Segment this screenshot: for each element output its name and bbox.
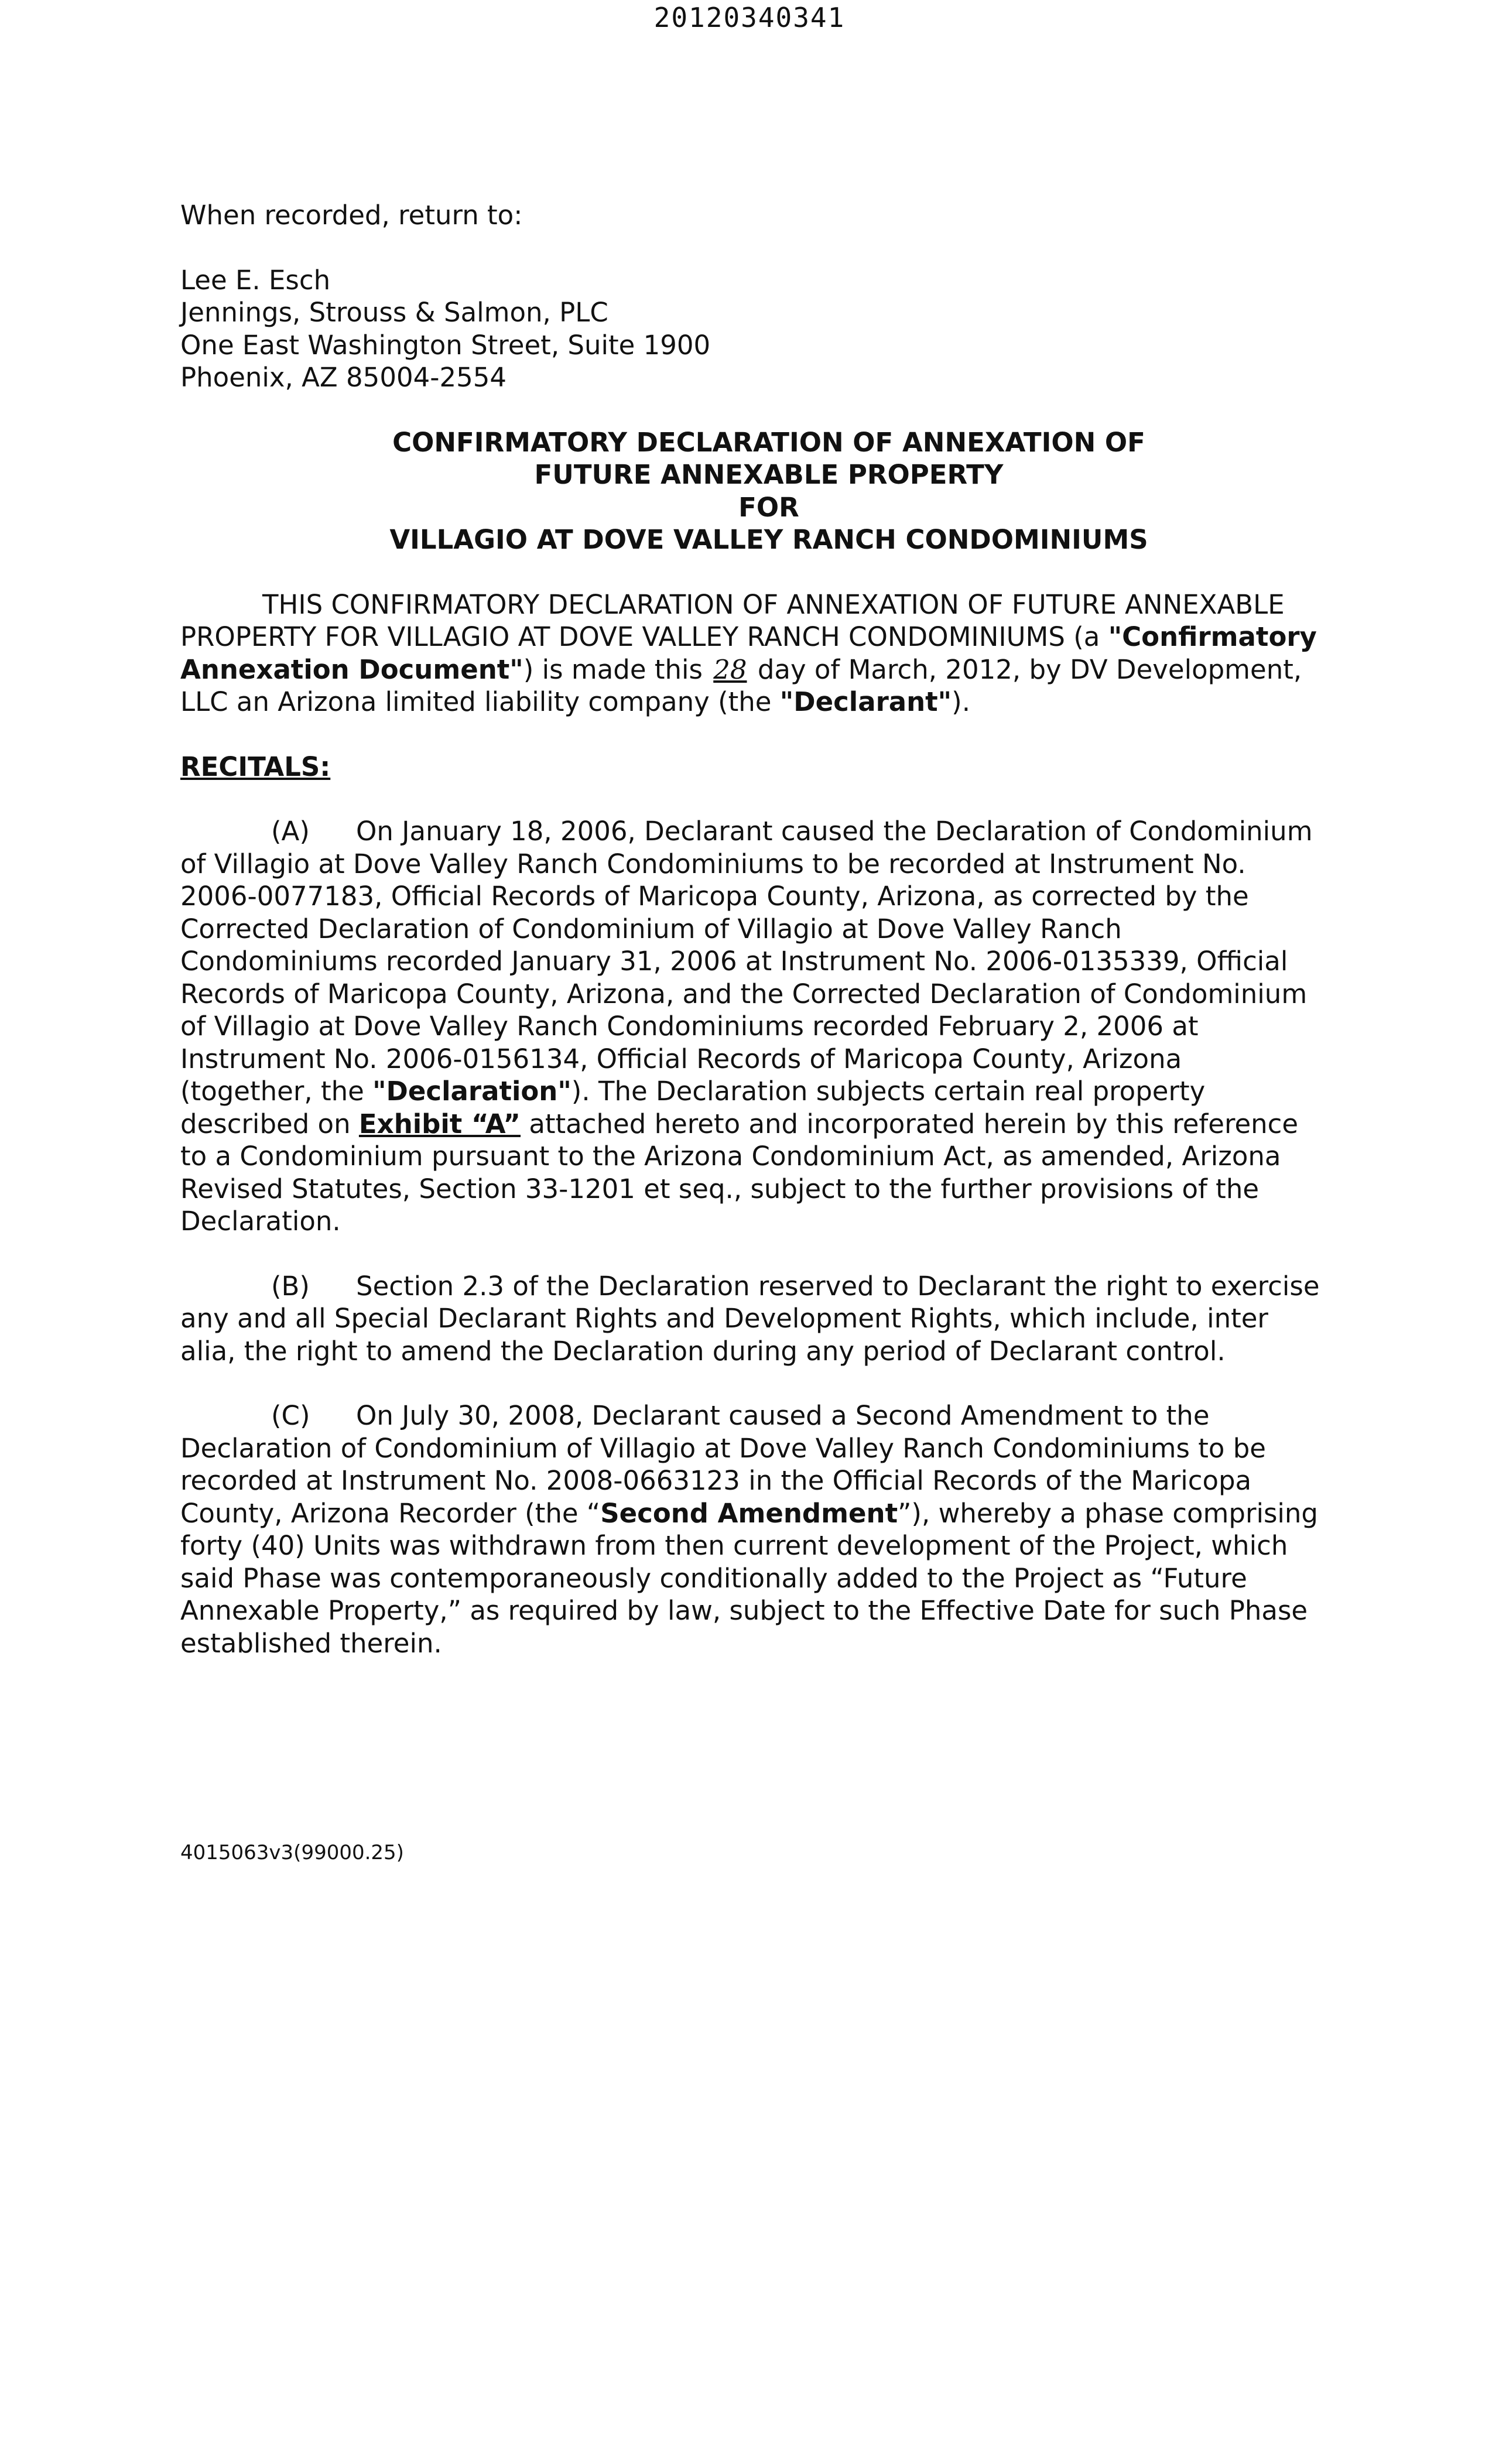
title-line-2: FUTURE ANNEXABLE PROPERTY bbox=[534, 459, 1004, 490]
handwritten-day: 28 bbox=[713, 653, 747, 685]
title-line-4: VILLAGIO AT DOVE VALLEY RANCH CONDOMINIUMS bbox=[389, 524, 1148, 555]
document-body bbox=[180, 199, 1322, 1659]
recital-b-text: Section 2.3 of the Declaration reserved to Declarant the right to exercise any and all Special Declarant Rights and Development Rights, which include, inter alia, the right to amend the Declaration during any period of Declarant control. bbox=[180, 1270, 1320, 1367]
address-street: One East Washington Street, Suite 1900 bbox=[180, 329, 711, 361]
address-firm: Jennings, Strouss & Salmon, PLC bbox=[180, 297, 608, 328]
recital-b-letter: (B) bbox=[271, 1270, 310, 1302]
recital-a-letter: (A) bbox=[271, 816, 310, 847]
defined-term-second-amendment: Second Amendment bbox=[600, 1497, 898, 1529]
recital-a-text-3: attached hereto and incorporated herein by this reference to a Condominium pursuant to the Arizona Condominium Act, as amended, Arizona Revised Statutes, Section 33-1201 et seq., subject to the further provisions of the Declaration. bbox=[180, 1108, 1299, 1237]
return-address bbox=[180, 264, 1322, 394]
recording-number: 20120340341 bbox=[653, 2, 846, 33]
address-name: Lee E. Esch bbox=[180, 264, 331, 296]
recital-c-text-2: ”), whereby a phase comprising forty (40) Units was withdrawn from then current development of the Project, which said Phase was contemporaneously conditionally added to the Project as “Future Annexable Property,” as required by law, subject to the Effective Date for such Phase established therein. bbox=[180, 1497, 1318, 1659]
recital-a-text-1: On January 18, 2006, Declarant caused the Declaration of Condominium of Villagio at Dove Valley Ranch Condominiums to be recorded at Instrument No. 2006-0077183, Official Records of Maricopa County, Arizona, as corrected by the Corrected Declaration of Condominium of Villagio at Dove Valley Ranch Condominiums recorded January 31, 2006 at Instrument No. 2006-0135339, Official Records of Maricopa County, Arizona, and the Corrected Declaration of Condominium of Villagio at Dove Valley Ranch Condominiums recorded February 2, 2006 at Instrument No. 2006-0156134, Official Records of Maricopa County, Arizona (together, the bbox=[180, 816, 1313, 1107]
title-line-1: CONFIRMATORY DECLARATION OF ANNEXATION OF bbox=[392, 426, 1145, 458]
recital-c bbox=[180, 1399, 1322, 1659]
recital-c-letter: (C) bbox=[271, 1400, 310, 1431]
document-code: 4015063v3(99000.25) bbox=[180, 1841, 404, 1864]
recital-a bbox=[180, 815, 1322, 1238]
defined-term-confirmatory: "Confirmatory Annexation Document" bbox=[180, 621, 1317, 685]
recitals-heading: RECITALS: bbox=[180, 751, 331, 782]
return-to-label: When recorded, return to: bbox=[180, 200, 523, 231]
intro-text-2: ) is made this bbox=[523, 653, 711, 685]
defined-term-declarant: "Declarant" bbox=[779, 686, 952, 717]
intro-text-4: ). bbox=[952, 686, 971, 717]
recital-a-text-2: ). The Declaration subjects certain real property described on bbox=[180, 1076, 1206, 1139]
defined-term-declaration: "Declaration" bbox=[372, 1076, 571, 1107]
intro-text-3: day of March, 2012, by DV Development, LLC an Arizona limited liability company (the bbox=[180, 653, 1302, 717]
title-line-3: FOR bbox=[738, 491, 799, 523]
intro-text-1: THIS CONFIRMATORY DECLARATION OF ANNEXATION OF FUTURE ANNEXABLE PROPERTY FOR VILLAGIO AT DOVE VALLEY RANCH CONDOMINIUMS (a bbox=[180, 588, 1285, 652]
intro-paragraph bbox=[180, 588, 1322, 718]
address-city: Phoenix, AZ 85004-2554 bbox=[180, 362, 506, 393]
recital-b bbox=[180, 1270, 1322, 1368]
exhibit-a-reference: Exhibit “A” bbox=[358, 1108, 521, 1139]
document-title bbox=[180, 426, 1322, 556]
recital-c-text-1: On July 30, 2008, Declarant caused a Second Amendment to the Declaration of Condominium of Villagio at Dove Valley Ranch Condominiums to be recorded at Instrument No. 2008-0663123 in the Official Records of the Maricopa County, Arizona Recorder (the “ bbox=[180, 1400, 1266, 1529]
